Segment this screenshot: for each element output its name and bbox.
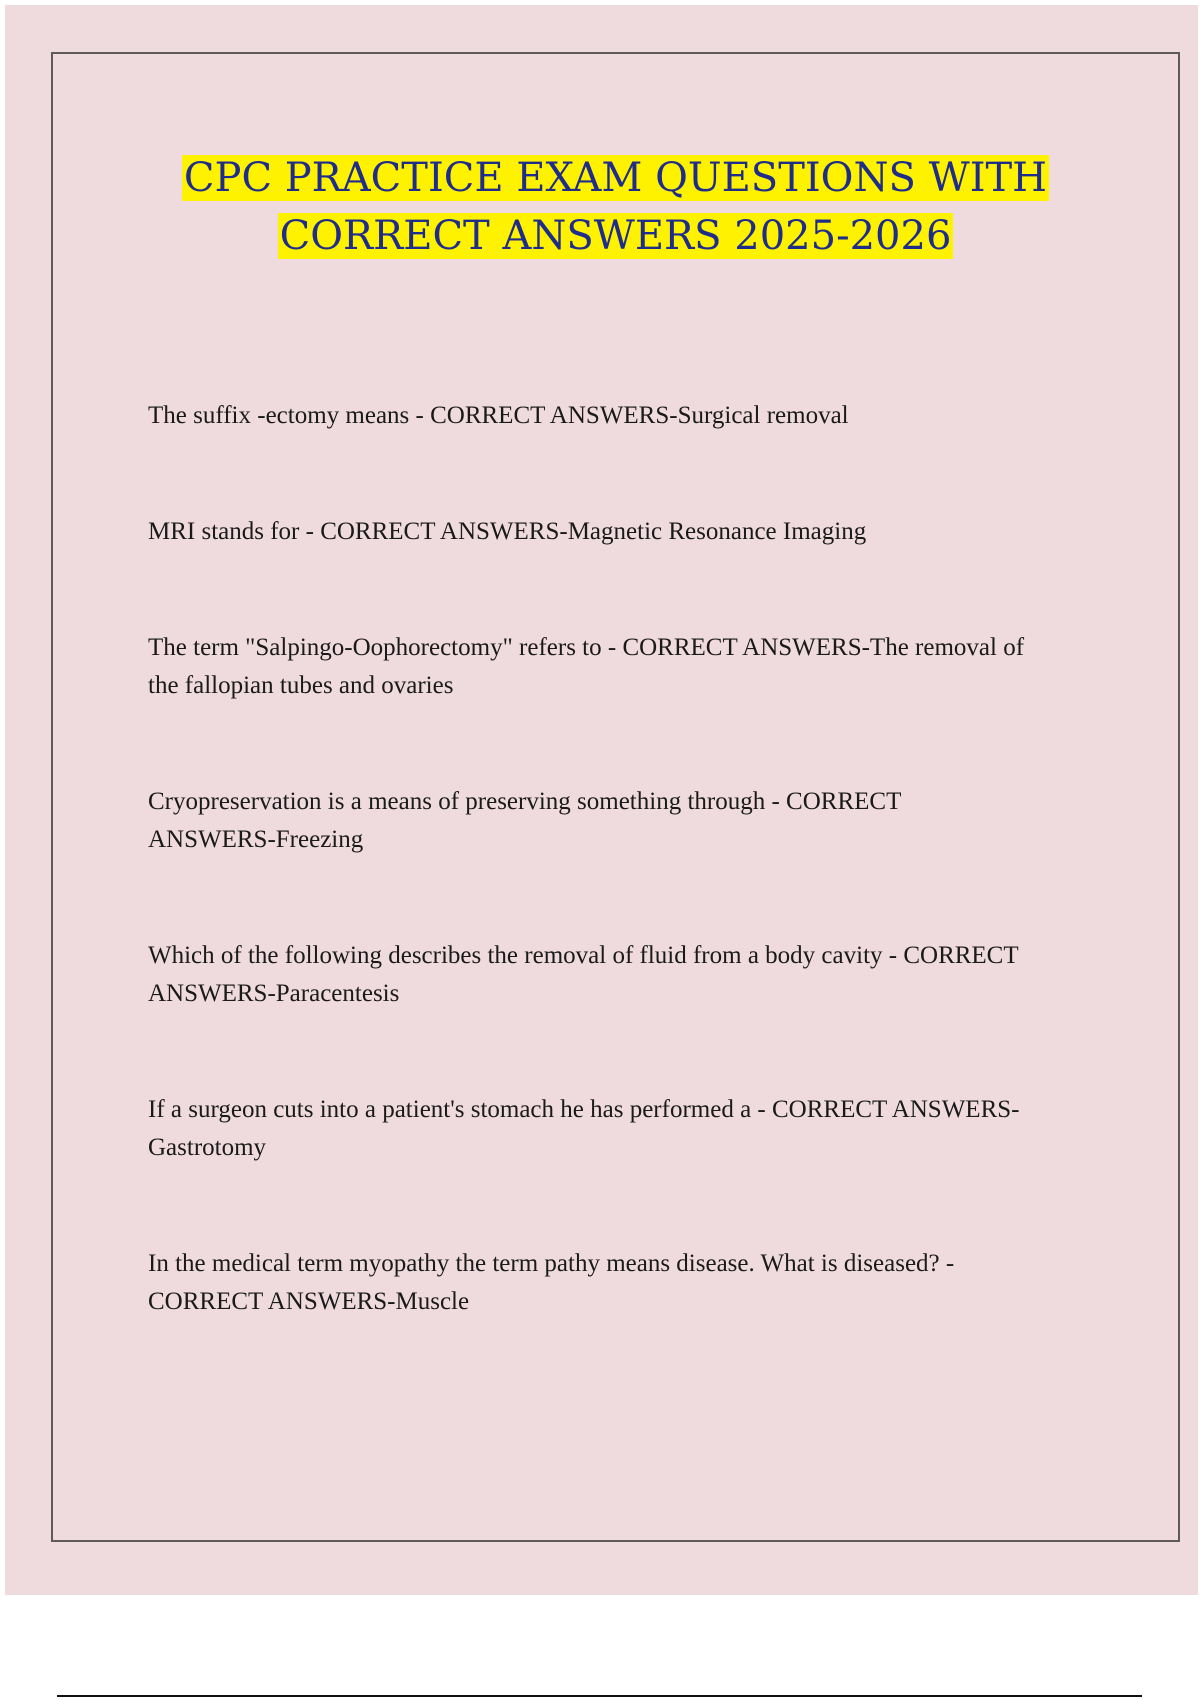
qa-item-6: If a surgeon cuts into a patient's stomach he has performed a - CORRECT ANSWERS-Gastrotomy	[148, 1096, 1020, 1161]
qa-item-1: The suffix -ectomy means - CORRECT ANSWERS-Surgical removal	[148, 402, 849, 429]
qa-item-5: Which of the following describes the removal of fluid from a body cavity - CORRECT ANSWERS-Paracentesis	[148, 942, 1019, 1007]
qa-item-3: The term "Salpingo-Oophorectomy" refers to - CORRECT ANSWERS-The removal of the fallopian tubes and ovaries	[148, 634, 1025, 699]
qa-item-7: In the medical term myopathy the term pathy means disease. What is diseased? - CORRECT ANSWERS-Muscle	[148, 1250, 955, 1315]
page-border	[51, 52, 1180, 1542]
bottom-divider	[57, 1695, 1142, 1697]
title-line-1: CPC PRACTICE EXAM QUESTIONS WITH	[183, 155, 1048, 201]
qa-item-2: MRI stands for - CORRECT ANSWERS-Magnetic Resonance Imaging	[148, 518, 867, 545]
document-page	[5, 5, 1198, 1595]
title-line-2: CORRECT ANSWERS 2025-2026	[279, 213, 952, 259]
qa-item-4: Cryopreservation is a means of preserving something through - CORRECT ANSWERS-Freezing	[148, 788, 901, 853]
document-title	[53, 149, 1178, 265]
